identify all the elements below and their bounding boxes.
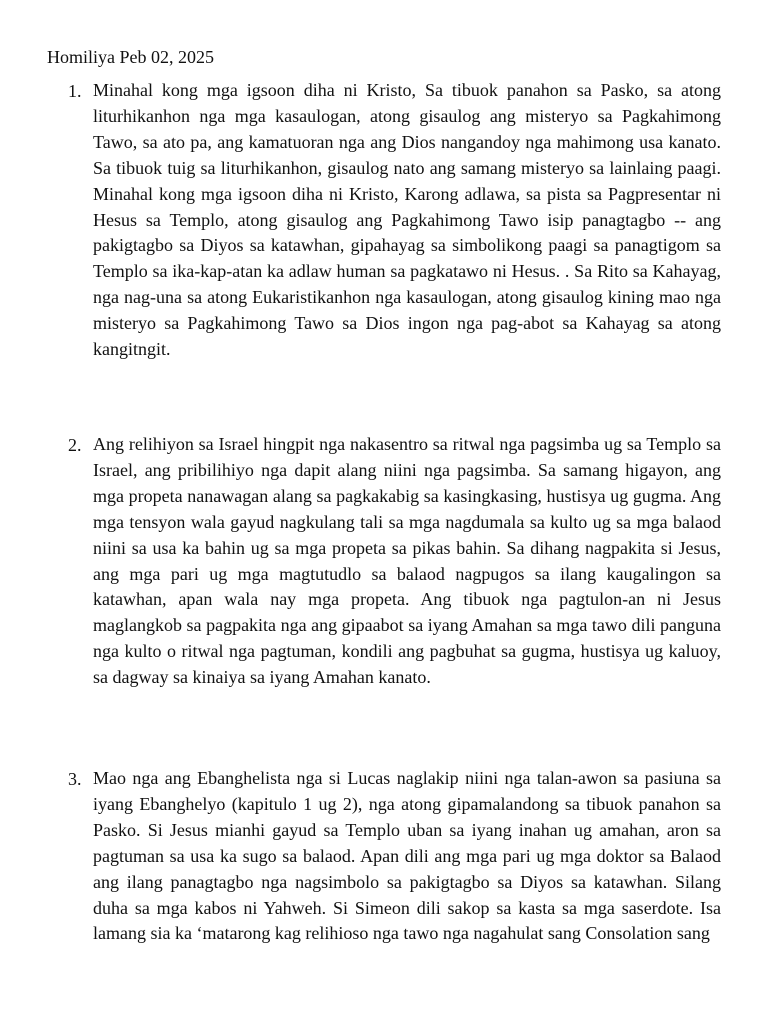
- item-number: 1.: [68, 81, 82, 101]
- list-item: [0, 78, 768, 432]
- item-text: Minahal kong mga igsoon diha ni Kristo, Sa tibuok panahon sa Pasko, sa atong liturhikanhon nga mga kasaulogan, atong gisaulog ang misteryo sa Pagkahimong Tawo, sa ato pa, ang kamatuoran nga ang Dios nangandoy nga mahimong usa kanato. Sa tibuok tuig sa liturhikanhon, gisaulog nato ang samang misteryo sa lainlaing paagi. Minahal kong mga igsoon diha ni Kristo, Karong adlawa, sa pista sa Pagpresentar ni Hesus sa Templo, atong gisaulog ang Pagkahimong Tawo isip panagtagbo -- ang pakigtagbo sa Diyos sa katawhan, gipahayag sa simbolikong paagi sa panagtigom sa Templo sa ika-kap-atan ka adlaw human sa pagkatawo ni Hesus. . Sa Rito sa Kahayag, nga nag-una sa atong Eukaristikanhon nga kasaulogan, atong gisaulog kining mao nga misteryo sa Pagkahimong Tawo sa Dios ingon nga pag-abot sa Kahayag sa atong kangitngit.: [93, 80, 721, 360]
- item-text: Mao nga ang Ebanghelista nga si Lucas naglakip niini nga talan-awon sa pasiuna sa iyang Ebanghelyo (kapitulo 1 ug 2), nga atong gipamalandong sa tibuok panahon sa Pasko. Si Jesus mianhi gayud sa Templo uban sa iyang inahan ug amahan, aron sa pagtuman sa usa ka sugo sa balaod. Apan dili ang mga pari ug mga doktor sa Balaod ang ilang panagtagbo nga nagsimbolo sa pakigtagbo sa Diyos sa katawhan. Silang duha sa mga kabos ni Yahweh. Si Simeon dili sakop sa kasta sa mga saserdote. Isa lamang sia ka ‘matarong kag relihioso nga tawo nga nagahulat sang Consolation sang: [93, 768, 721, 944]
- item-number: 3.: [68, 769, 82, 789]
- item-text: Ang relihiyon sa Israel hingpit nga nakasentro sa ritwal nga pagsimba ug sa Templo sa Israel, ang pribilihiyo nga dapit alang niini nga pagsimba. Sa samang higayon, ang mga propeta nanawagan alang sa pagkakabig sa kasingkasing, hustisya ug gugma. Ang mga tensyon wala gayud nagkulang tali sa mga nagdumala sa kulto ug sa mga balaod niini sa usa ka bahin ug sa mga propeta sa pikas bahin. Sa dihang nagpakita si Jesus, ang mga pari ug mga magtutudlo sa balaod nagpugos sa ilang kaugalingon sa katawhan, apan wala nay mga propeta. Ang tibuok nga pagtulon-an ni Jesus maglangkob sa pagpakita nga ang gipaabot sa iyang Amahan sa mga tawo dili panguna nga kulto o ritwal nga pagtuman, kondili ang pagbuhat sa gugma, hustisya ug kaluoy, sa dagway sa kinaiya sa iyang Amahan kanato.: [93, 434, 721, 688]
- list-item: [0, 432, 768, 766]
- item-number: 2.: [68, 435, 82, 455]
- homily-paragraph-list: [0, 78, 768, 1024]
- list-item: [0, 766, 768, 1024]
- document-title: Homiliya Peb 02, 2025: [47, 47, 214, 67]
